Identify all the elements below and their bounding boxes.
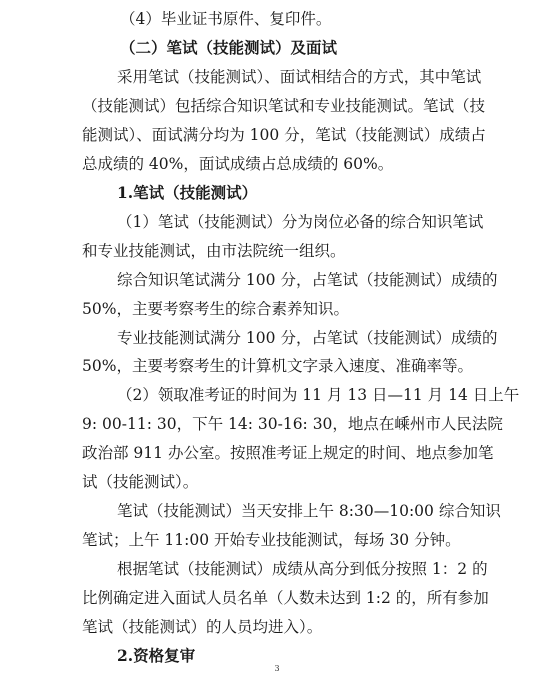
paragraph-line: 比例确定进入面试人员名单（人数未达到 1:2 的，所有参加 — [82, 589, 489, 608]
subsection-heading-written-test: 1.笔试（技能测试） — [117, 182, 258, 202]
paragraph-line: 试（技能测试）。 — [82, 473, 199, 492]
paragraph-line: 9: 00-11: 30，下午 14: 30-16: 30，地点在嵊州市人民法院 — [82, 415, 503, 434]
paragraph-line: 50%，主要考察考生的计算机文字录入速度、准确率等。 — [82, 357, 473, 376]
page-number: 3 — [274, 664, 280, 673]
subsection-heading-qualification-review: 2.资格复审 — [117, 646, 196, 665]
section-heading-written-test-interview: （二）笔试（技能测试）及面试 — [120, 37, 338, 57]
paragraph-line: 政治部 911 办公室。按照准考证上规定的时间、地点参加笔 — [82, 444, 494, 463]
paragraph-line: 笔试（技能测试）当天安排上午 8:30—10:00 综合知识 — [117, 502, 501, 521]
list-item-graduation-certificate: （4）毕业证书原件、复印件。 — [120, 10, 332, 28]
paragraph-line: （1）笔试（技能测试）分为岗位必备的综合知识笔试 — [117, 212, 484, 231]
paragraph-line: 综合知识笔试满分 100 分，占笔试（技能测试）成绩的 — [117, 270, 498, 289]
paragraph-line: （2）领取准考证的时间为 11 月 13 日—11 月 14 日上午 — [117, 386, 520, 405]
paragraph-line: 能测试）、面试满分均为 100 分，笔试（技能测试）成绩占 — [82, 125, 486, 144]
paragraph-line: 笔试；上午 11:00 开始专业技能测试，每场 30 分钟。 — [82, 531, 461, 550]
paragraph-line: 根据笔试（技能测试）成绩从高分到低分按照 1：2 的 — [117, 560, 488, 579]
paragraph-line: 笔试（技能测试）的人员均进入）。 — [82, 618, 323, 637]
paragraph-line: （技能测试）包括综合知识笔试和专业技能测试。笔试（技 — [82, 96, 486, 115]
paragraph-line: 50%，主要考察考生的综合素养知识。 — [82, 299, 349, 318]
paragraph-line: 专业技能测试满分 100 分，占笔试（技能测试）成绩的 — [117, 328, 498, 347]
paragraph-line: 和专业技能测试，由市法院统一组织。 — [82, 241, 346, 260]
paragraph-line: 采用笔试（技能测试）、面试相结合的方式，其中笔试 — [117, 67, 482, 86]
paragraph-line: 总成绩的 40%，面试成绩占总成绩的 60%。 — [82, 154, 394, 173]
